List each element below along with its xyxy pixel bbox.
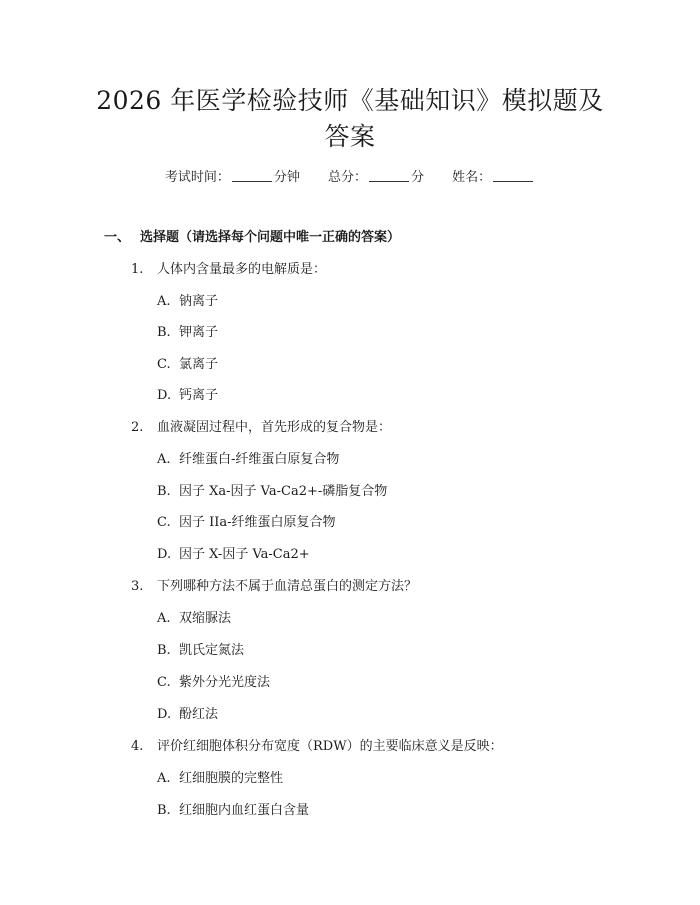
option-2b [157,482,387,502]
option-letter: C. [157,675,171,690]
question-number: 4. [131,739,144,754]
option-text: 氯离子 [179,357,219,372]
option-3a [157,609,231,629]
exam-time-label: 考试时间： [164,170,230,185]
section-number: 一、 [104,230,131,245]
exam-time-unit: 分钟 [273,170,300,185]
total-score-field [328,168,424,188]
question-2 [131,418,391,438]
option-text: 钠离子 [179,294,219,309]
option-3c [157,673,270,693]
option-4b [157,801,309,821]
option-1a [157,292,218,312]
total-score-label: 总分： [327,170,367,185]
option-2a [157,450,339,470]
option-letter: B. [157,325,171,340]
option-text: 红细胞内血红蛋白含量 [179,803,310,818]
section-title: 选择题（请选择每个问题中唯一正确的答案） [140,230,401,245]
option-letter: C. [157,515,171,530]
option-letter: A. [157,611,171,626]
exam-meta [0,168,700,188]
question-4 [131,737,503,757]
name-field [452,168,535,188]
option-letter: D. [157,547,172,562]
name-label: 姓名： [452,170,492,185]
option-2d [157,545,310,565]
option-letter: D. [157,388,172,403]
exam-time-blank [232,169,272,182]
option-text: 因子 Xa-因子 Va-Ca2+-磷脂复合物 [179,484,388,499]
total-score-blank [369,169,409,182]
option-letter: A. [157,771,171,786]
question-1 [131,260,326,280]
option-text: 酚红法 [179,707,219,722]
option-1d [157,386,218,406]
question-text: 评价红细胞体积分布宽度（RDW）的主要临床意义是反映： [157,739,503,754]
option-letter: B. [157,803,171,818]
option-text: 紫外分光光度法 [179,675,271,690]
question-number: 1. [131,262,144,277]
name-blank [493,169,533,182]
option-letter: A. [157,452,171,467]
question-number: 3. [131,579,144,594]
option-text: 因子 X-因子 Va-Ca2+ [179,547,310,562]
option-4a [157,769,283,789]
option-letter: B. [157,643,171,658]
document-title-line-1: 2026 年医学检验技师《基础知识》模拟题及 [96,86,604,115]
option-text: 钾离子 [179,325,219,340]
option-letter: B. [157,484,171,499]
option-letter: A. [157,294,171,309]
option-3d [157,705,218,725]
question-text: 人体内含量最多的电解质是： [157,262,327,277]
exam-time-field [165,168,300,188]
option-text: 纤维蛋白-纤维蛋白原复合物 [179,452,340,467]
total-score-unit: 分 [411,170,425,185]
question-text: 下列哪种方法不属于血清总蛋白的测定方法？ [157,579,418,594]
option-2c [157,513,336,533]
option-text: 双缩脲法 [179,611,232,626]
document-title-line-2: 答案 [324,122,376,151]
option-text: 红细胞膜的完整性 [179,771,284,786]
option-letter: D. [157,707,172,722]
option-3b [157,641,244,661]
option-text: 钙离子 [179,388,219,403]
option-letter: C. [157,357,171,372]
question-number: 2. [131,420,144,435]
question-3 [131,577,417,597]
question-text: 血液凝固过程中，首先形成的复合物是： [157,420,392,435]
option-text: 因子 IIa-纤维蛋白原复合物 [179,515,336,530]
option-text: 凯氏定氮法 [179,643,245,658]
option-1c [157,355,218,375]
option-1b [157,323,218,343]
section-heading [104,228,400,248]
